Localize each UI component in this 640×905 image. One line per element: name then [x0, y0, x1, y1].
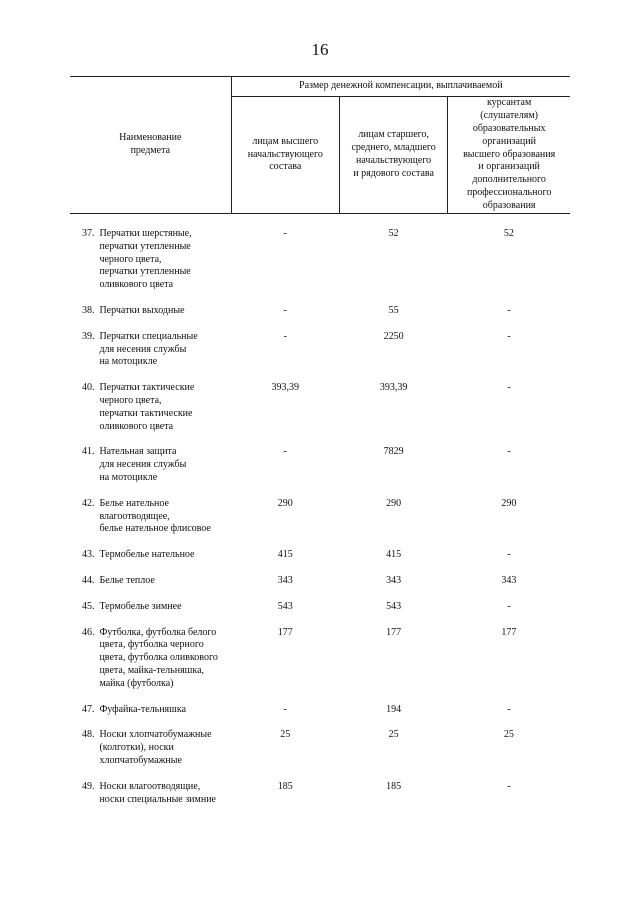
value-cadets: 52 — [503, 228, 514, 239]
value-senior-command: 393,39 — [271, 382, 300, 394]
table-row — [70, 575, 570, 601]
value-middle-junior-staff: 343 — [386, 574, 402, 586]
compensation-table — [70, 76, 570, 819]
value-senior-command: - — [283, 446, 287, 458]
row-number: 47. — [81, 703, 95, 715]
item-name: Перчатки тактические черного цвета, перчатки тактические оливкового цвета — [99, 382, 195, 432]
table-row — [70, 446, 570, 497]
table-row — [70, 498, 570, 549]
row-number: 38. — [81, 304, 95, 316]
row-number: 42. — [81, 497, 95, 509]
value-senior-command: - — [283, 703, 287, 715]
row-number: 37. — [81, 228, 95, 239]
value-middle-junior-staff: 543 — [386, 600, 402, 612]
value-senior-command: - — [283, 304, 287, 316]
value-middle-junior-staff: 185 — [386, 780, 402, 792]
page-number: 16 — [311, 40, 329, 59]
table-row — [70, 627, 570, 704]
item-name: Белье нательное влагоотводящее, белье нательное флисовое — [99, 497, 211, 535]
value-cadets: - — [507, 446, 511, 458]
item-name: Носки хлопчатобумажные (колготки), носки хлопчатобумажные — [99, 729, 212, 766]
value-cadets: - — [507, 549, 511, 561]
value-middle-junior-staff: 177 — [386, 626, 402, 638]
row-number: 41. — [81, 446, 95, 458]
item-name: Фуфайка-тельняшка — [99, 703, 187, 715]
value-senior-command: 415 — [277, 549, 293, 561]
table-row — [70, 704, 570, 730]
value-cadets: - — [507, 703, 511, 715]
row-number: 44. — [81, 574, 95, 586]
value-middle-junior-staff: 55 — [388, 304, 399, 316]
value-senior-command: 543 — [277, 600, 293, 612]
column-header-cadets: курсантам (слушателям) образовательных организаций высшего образования и организаций дополнительного профессионального образования — [448, 97, 570, 214]
value-middle-junior-staff: 393,39 — [379, 382, 408, 394]
value-cadets: - — [507, 304, 511, 316]
table-row — [70, 214, 570, 305]
item-name: Футболка, футболка белого цвета, футболка черного цвета, футболка оливкового цвета, майка-тельняшка, майка (футболка) — [99, 626, 218, 689]
row-number: 40. — [81, 382, 95, 394]
item-name: Термобелье нательное — [99, 549, 195, 561]
table-row — [70, 781, 570, 820]
row-number: 45. — [81, 600, 95, 612]
compensation-group-header: Размер денежной компенсации, выплачиваемой — [231, 77, 570, 97]
value-senior-command: 185 — [277, 780, 293, 792]
value-cadets: 343 — [501, 574, 517, 586]
table-body — [70, 214, 570, 820]
value-middle-junior-staff: 7829 — [383, 446, 404, 458]
row-number: 49. — [81, 780, 95, 792]
row-number: 46. — [81, 626, 95, 638]
value-middle-junior-staff: 194 — [386, 703, 402, 715]
value-senior-command: 290 — [277, 497, 293, 509]
table-row — [70, 305, 570, 331]
table-row — [70, 331, 570, 382]
value-senior-command: 25 — [280, 729, 291, 741]
item-name: Белье теплое — [99, 574, 155, 586]
table-row — [70, 601, 570, 627]
value-middle-junior-staff: 415 — [386, 549, 402, 561]
value-cadets: - — [507, 780, 511, 792]
value-senior-command: - — [283, 330, 287, 342]
value-senior-command: 177 — [277, 626, 293, 638]
item-name-header: Наименование предмета — [70, 77, 231, 214]
item-name: Нательная защита для несения службы на мотоцикле — [99, 446, 187, 483]
item-name: Перчатки выходные — [99, 304, 185, 316]
item-name: Термобелье зимнее — [99, 600, 182, 612]
column-header-middle-junior-staff: лицам старшего, среднего, младшего начальствующего и рядового состава — [339, 97, 447, 214]
value-cadets: 290 — [501, 497, 517, 509]
value-middle-junior-staff: 290 — [386, 497, 402, 509]
column-header-senior-command: лицам высшего начальствующего состава — [231, 97, 339, 214]
table-row — [70, 382, 570, 446]
table-row — [70, 549, 570, 575]
value-senior-command: 343 — [277, 574, 293, 586]
item-name: Перчатки специальные для несения службы на мотоцикле — [99, 330, 198, 368]
value-senior-command: - — [283, 228, 287, 239]
row-number: 43. — [81, 549, 95, 561]
value-middle-junior-staff: 52 — [388, 228, 399, 239]
value-cadets: 25 — [503, 729, 514, 741]
value-cadets: - — [507, 382, 511, 394]
row-number: 48. — [81, 729, 95, 741]
value-middle-junior-staff: 2250 — [383, 330, 404, 342]
table-row — [70, 729, 570, 780]
item-name: Носки влагоотводящие, носки специальные зимние — [99, 780, 216, 805]
value-cadets: 177 — [501, 626, 517, 638]
value-middle-junior-staff: 25 — [388, 729, 399, 741]
value-cadets: - — [507, 600, 511, 612]
row-number: 39. — [81, 330, 95, 342]
value-cadets: - — [507, 330, 511, 342]
item-name: Перчатки шерстяные, перчатки утепленные черного цвета, перчатки утепленные оливкового цвета — [99, 228, 192, 291]
